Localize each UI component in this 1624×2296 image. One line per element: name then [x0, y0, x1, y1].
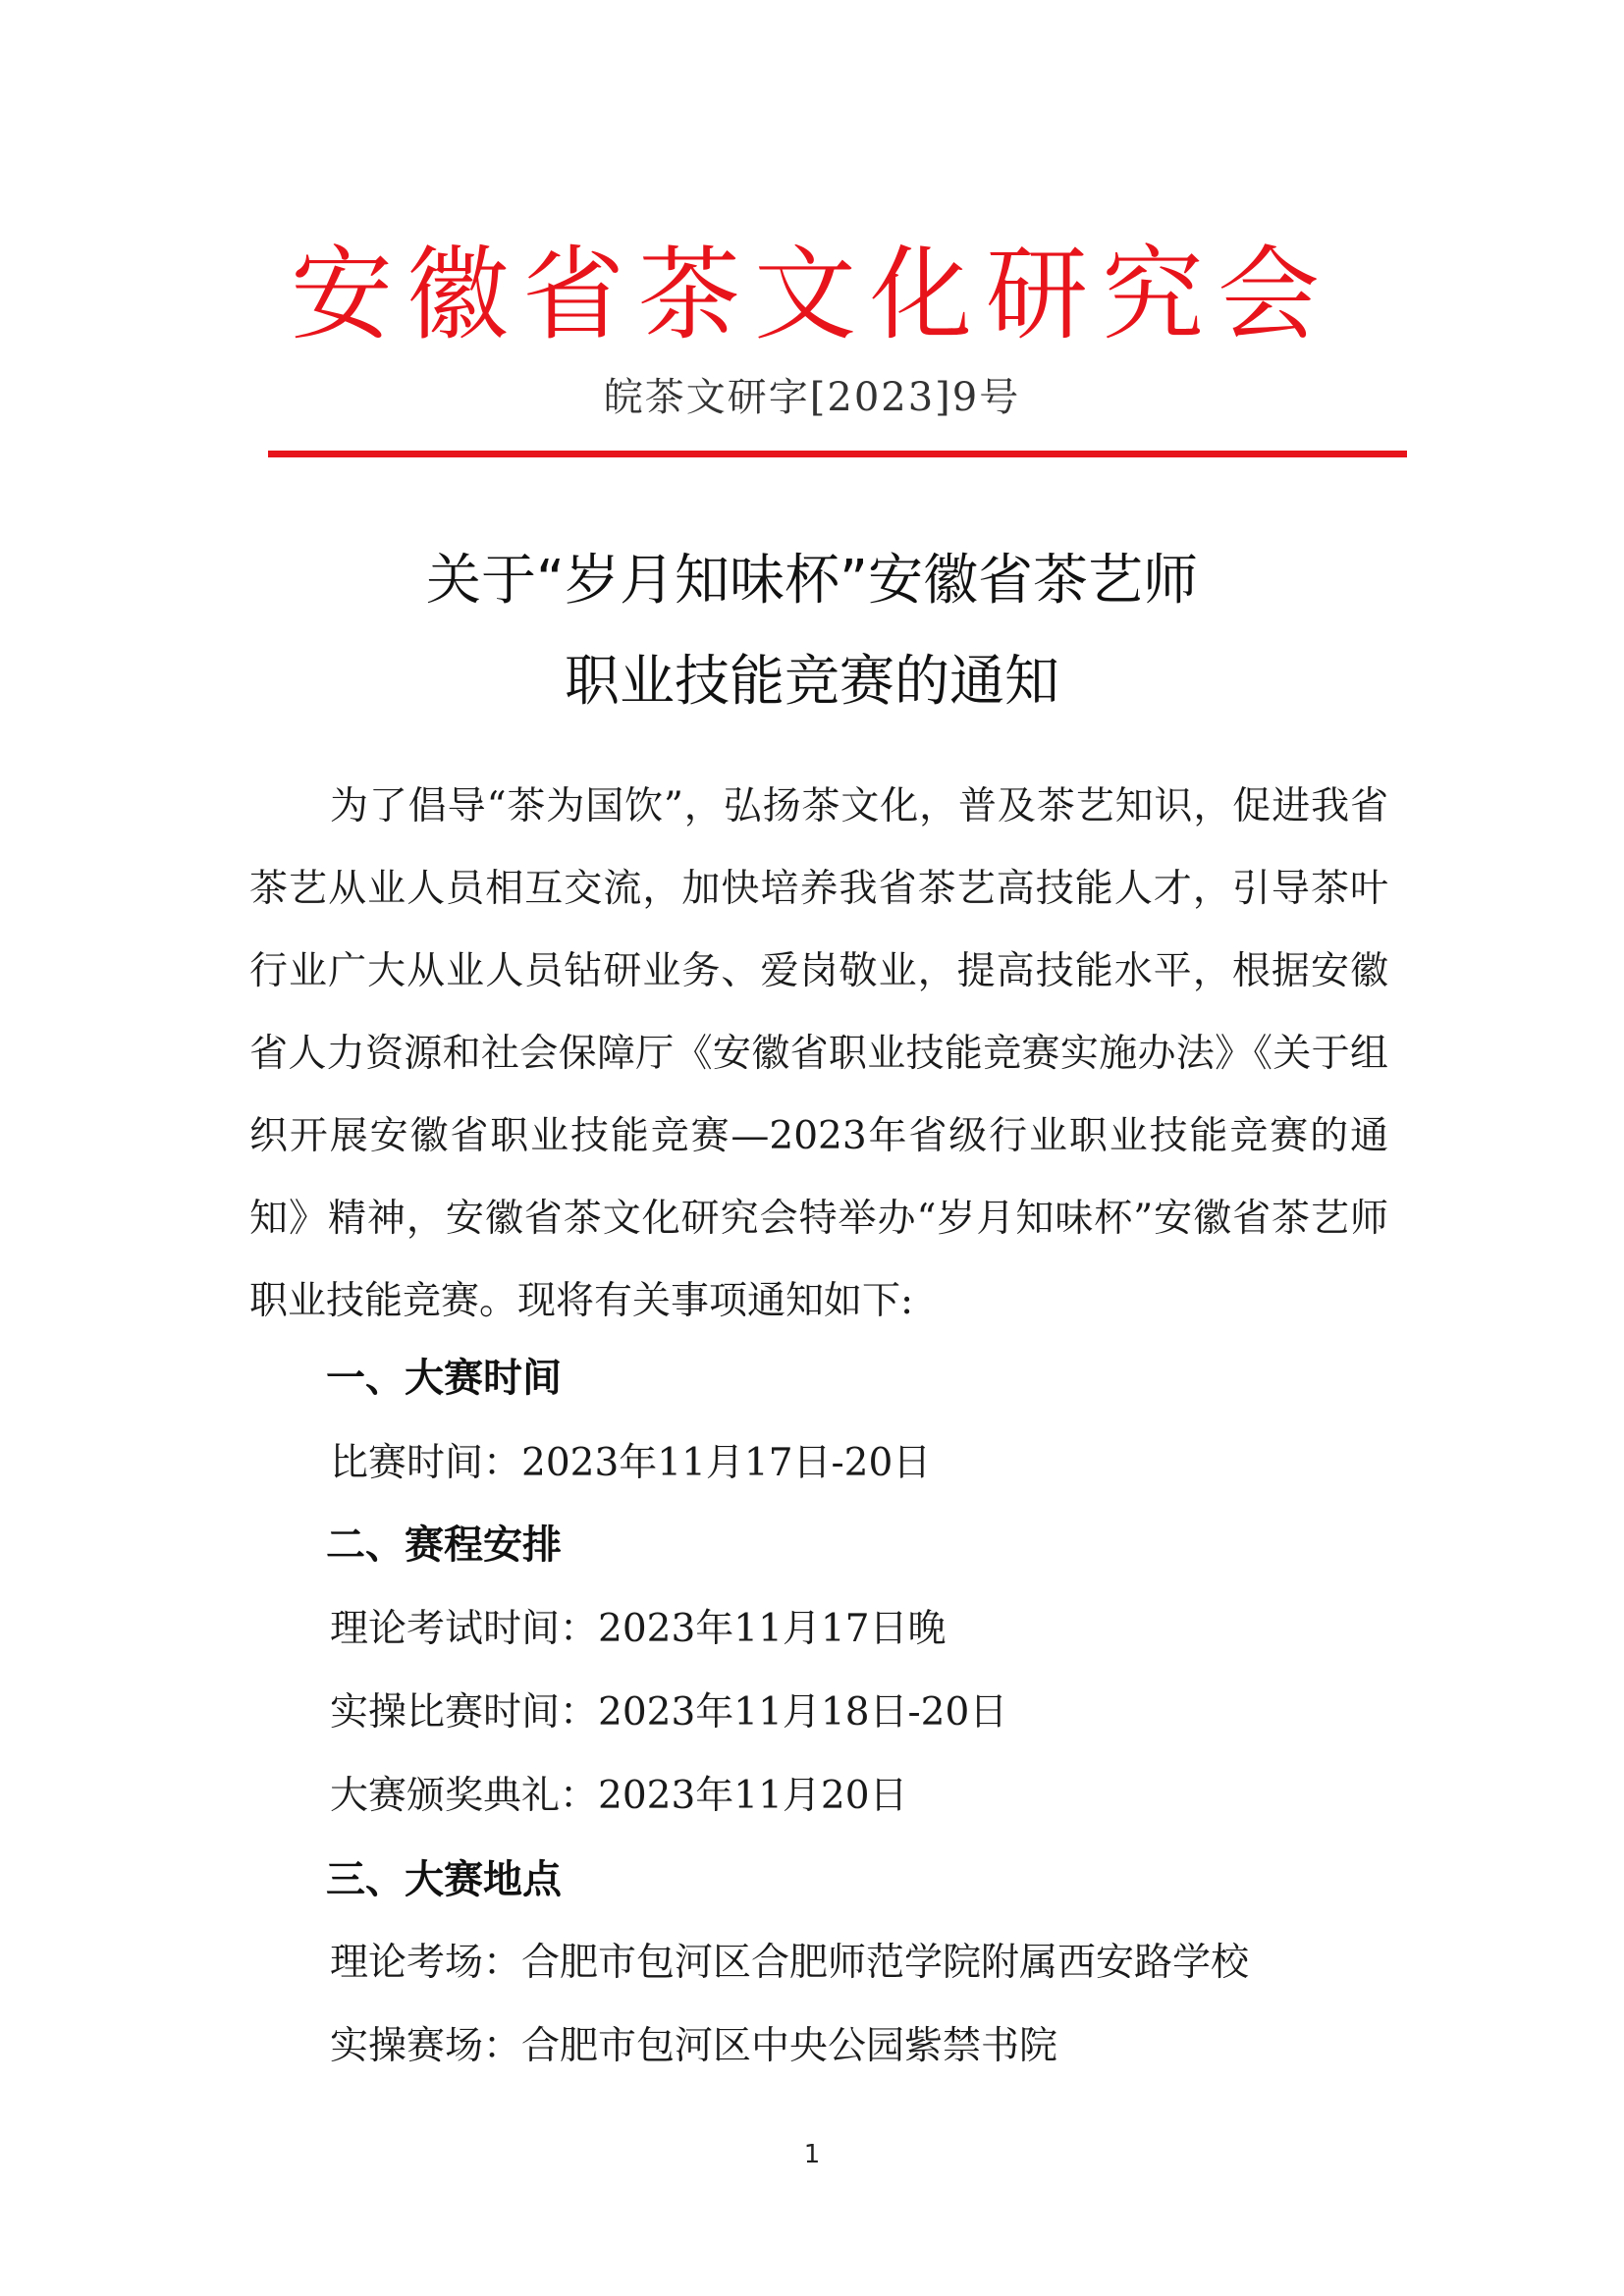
section-heading-venue: 三、大赛地点: [326, 1857, 562, 1902]
header-divider: [268, 451, 1407, 457]
practical-competition-time: 实操比赛时间：2023年11月18日-20日: [330, 1690, 1008, 1735]
document-number: 皖茶文研字[2023]9号: [603, 375, 1021, 420]
theory-exam-venue: 理论考场：合肥市包河区合肥师范学院附属西安路学校: [330, 1941, 1250, 1985]
award-ceremony-time: 大赛颁奖典礼：2023年11月20日: [330, 1774, 908, 1818]
practical-venue: 实操赛场：合肥市包河区中央公园紫禁书院: [330, 2024, 1058, 2068]
page-number: 1: [803, 2140, 821, 2169]
section-heading-time: 一、大赛时间: [326, 1356, 562, 1401]
intro-paragraph: 为了倡导“茶为国饮”，弘扬茶文化，普及茶艺知识，促进我省茶艺从业人员相互交流，加快培养我省茶艺高技能人才，引导茶叶行业广大从业人员钻研业务、爱岗敬业，提高技能水平，根据安徽省人力资源和社会保障厅《安徽省职业技能竞赛实施办法》《关于组织开展安徽省职业技能竞赛—2023年省级行业职业技能竞赛的通知》精神，安徽省茶文化研究会特举办“岁月知味杯”安徽省茶艺师职业技能竞赛。现将有关事项通知如下:: [249, 784, 1388, 1323]
document-title-line-1: 关于“岁月知味杯”安徽省茶艺师: [425, 549, 1199, 613]
document-title-line-2: 职业技能竞赛的通知: [565, 650, 1059, 714]
theory-exam-time: 理论考试时间：2023年11月17日晚: [330, 1607, 947, 1651]
section-heading-schedule: 二、赛程安排: [326, 1522, 562, 1568]
organization-name: 安徽省茶文化研究会: [290, 235, 1333, 354]
competition-time: 比赛时间：2023年11月17日-20日: [330, 1441, 932, 1485]
